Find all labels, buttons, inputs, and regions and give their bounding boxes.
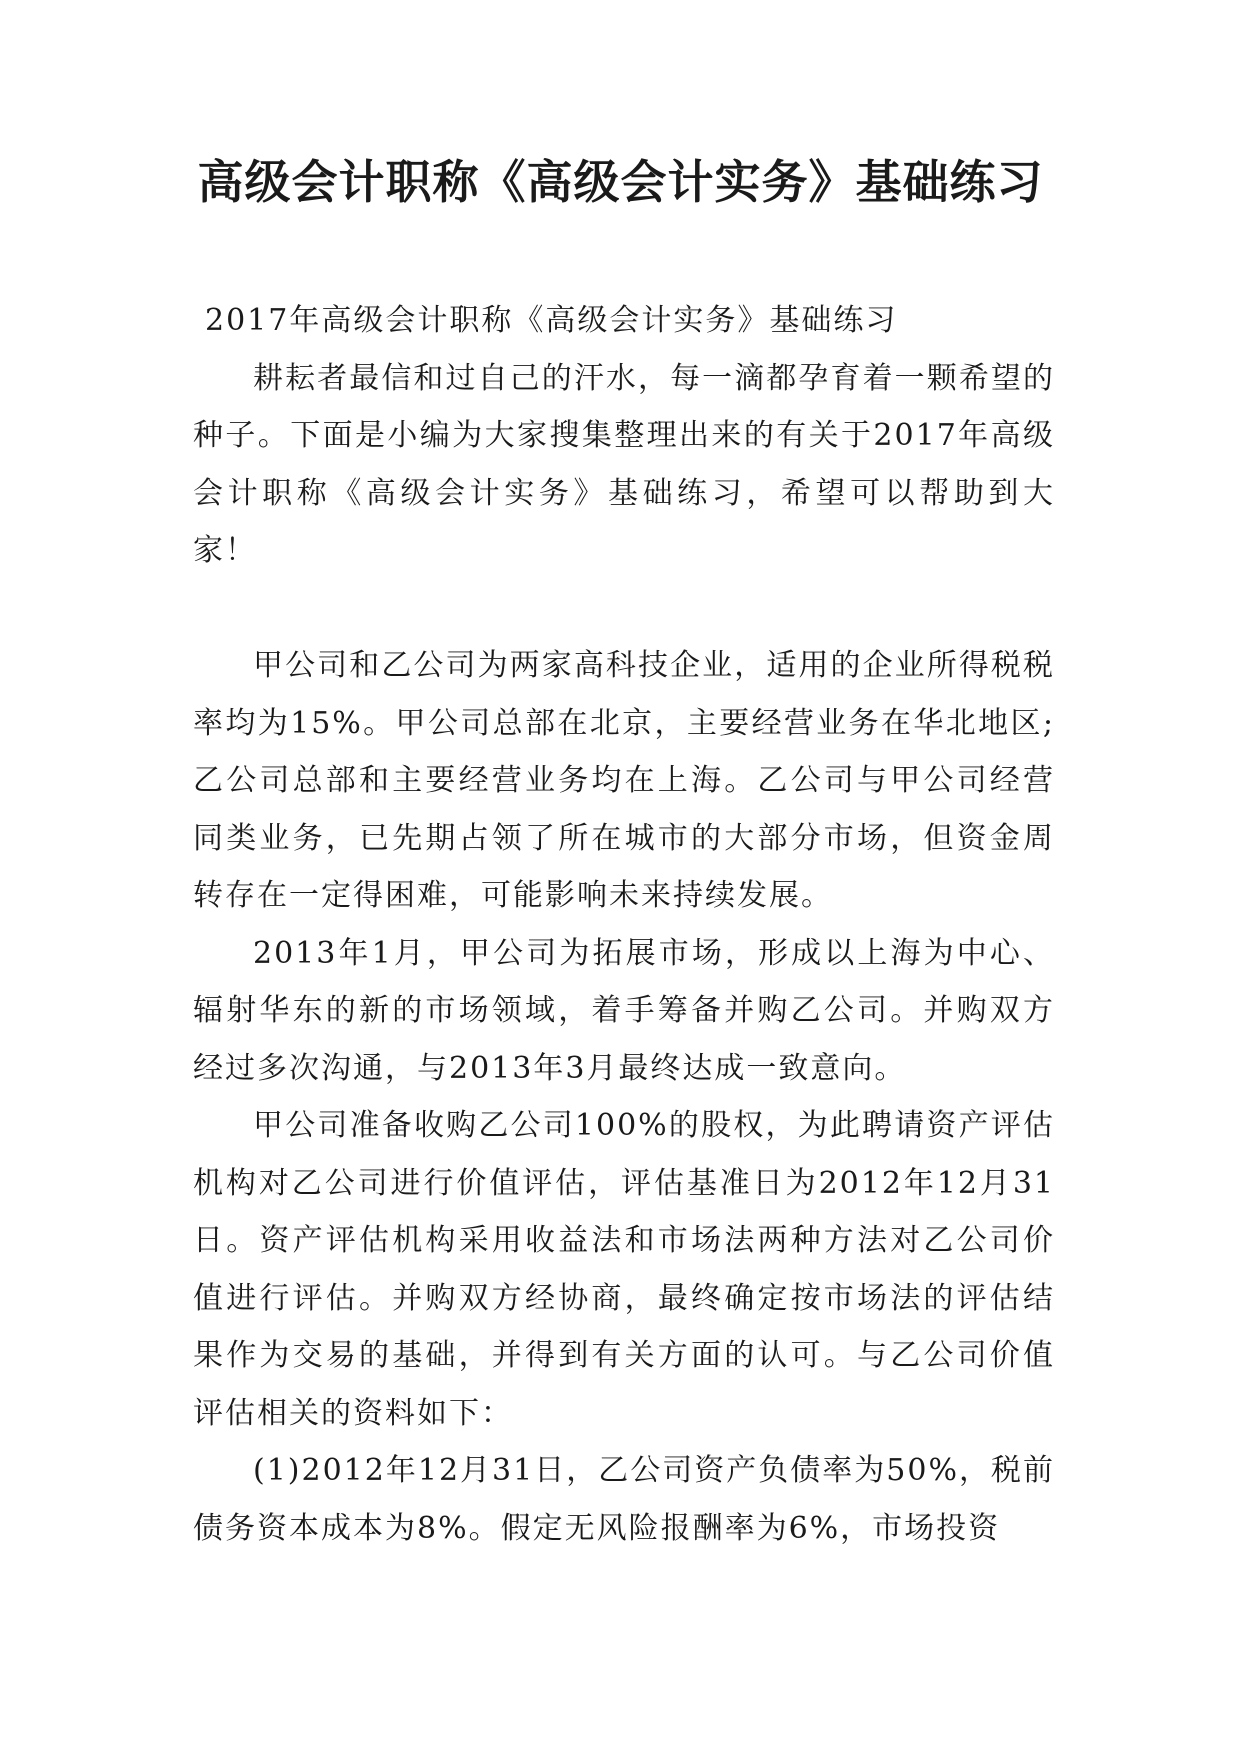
paragraph-gap [193,580,1055,638]
acquisition-paragraph: 2013年1月，甲公司为拓展市场，形成以上海为中心、辐射华东的新的市场领域，着手筹备并购乙公司。并购双方经过多次沟通，与2013年3月最终达成一致意向。 [193,935,1055,1086]
document-body [193,292,1055,1557]
valuation-paragraph: 甲公司准备收购乙公司100%的股权，为此聘请资产评估机构对乙公司进行价值评估，评估基准日为2012年12月31日。资产评估机构采用收益法和市场法两种方法对乙公司价值进行评估。并购双方经协商，最终确定按市场法的评估结果作为交易的基础，并得到有关方面的认可。与乙公司价值评估相关的资料如下： [193,1108,1055,1431]
data-item-paragraph: (1)2012年12月31日，乙公司资产负债率为50%，税前债务资本成本为8%。假定无风险报酬率为6%，市场投资 [193,1453,1055,1546]
document-subtitle: 2017年高级会计职称《高级会计实务》基础练习 [205,303,898,338]
document-title: 高级会计职称《高级会计实务》基础练习 [197,155,1044,209]
background-paragraph: 甲公司和乙公司为两家高科技企业，适用的企业所得税税率均为15%。甲公司总部在北京，主要经营业务在华北地区;乙公司总部和主要经营业务均在上海。乙公司与甲公司经营同类业务，已先期占领了所在城市的大部分市场，但资金周转存在一定得困难，可能影响未来持续发展。 [193,648,1055,913]
intro-paragraph: 耕耘者最信和过自己的汗水，每一滴都孕育着一颗希望的种子。下面是小编为大家搜集整理出来的有关于2017年高级会计职称《高级会计实务》基础练习，希望可以帮助到大家！ [193,360,1055,568]
